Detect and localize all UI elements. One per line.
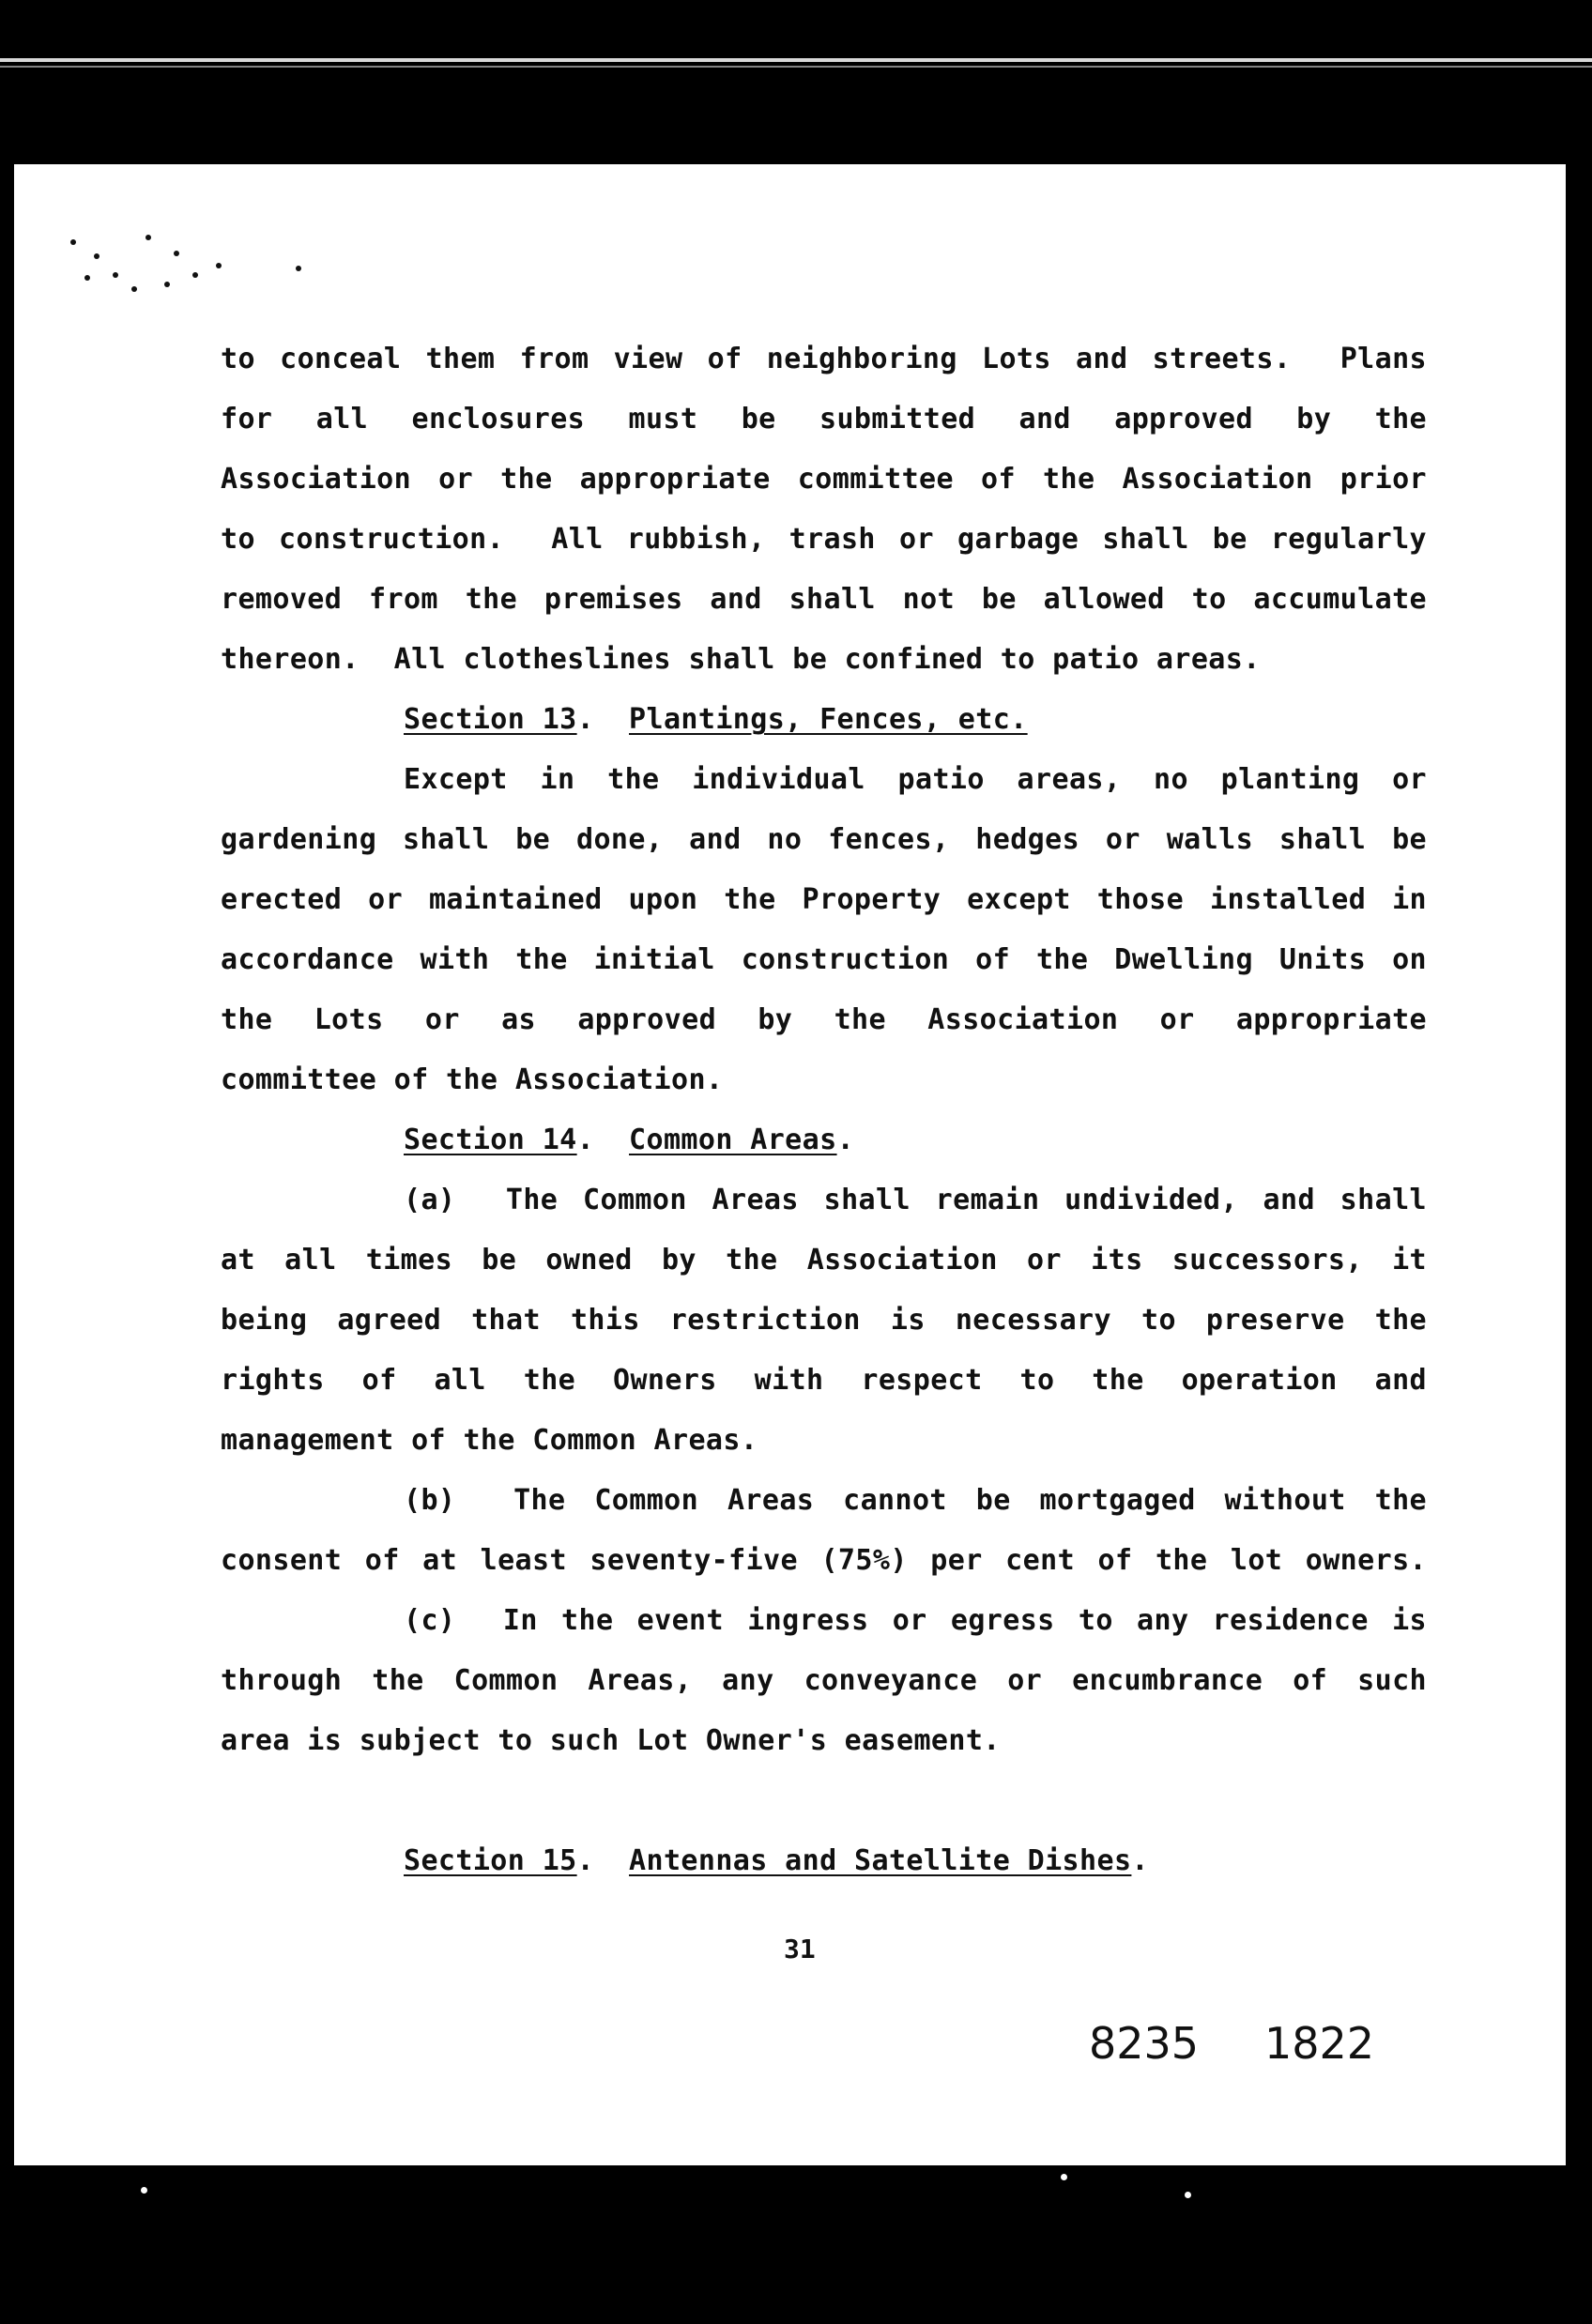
- body-text-line: (b) The Common Areas cannot be mortgaged without the: [404, 1484, 1427, 1517]
- page-number: 31: [784, 1934, 816, 1965]
- body-text-line: committee of the Association.: [221, 1063, 724, 1096]
- section-14-heading: Section 14. Common Areas.: [404, 1124, 855, 1156]
- body-text-line: Except in the individual patio areas, no planting or: [404, 763, 1427, 796]
- body-text-line: accordance with the initial construction of the Dwelling Units on: [221, 943, 1427, 976]
- scan-speck: [174, 251, 179, 256]
- section-title: Antennas and Satellite Dishes: [629, 1844, 1132, 1877]
- body-text-line: management of the Common Areas.: [221, 1424, 758, 1457]
- section-label: Section 15: [404, 1844, 577, 1877]
- body-text-line: erected or maintained upon the Property except those installed in: [221, 883, 1427, 916]
- body-text-line: the Lots or as approved by the Association or appropriate: [221, 1003, 1427, 1036]
- body-text-line: gardening shall be done, and no fences, hedges or walls shall be: [221, 823, 1427, 856]
- document-number: 8235: [1089, 2018, 1200, 2069]
- scan-speck: [164, 282, 170, 287]
- scan-speck: [113, 272, 118, 278]
- body-text-line: for all enclosures must be submitted and approved by the: [221, 403, 1427, 436]
- body-text-line: area is subject to such Lot Owner's easement.: [221, 1724, 1001, 1757]
- section-15-heading: Section 15. Antennas and Satellite Dishes.: [404, 1844, 1149, 1877]
- body-text-line: to conceal them from view of neighboring Lots and streets. Plans: [221, 343, 1427, 375]
- scan-speck: [296, 266, 301, 271]
- document-page: [14, 164, 1566, 2165]
- section-title: Common Areas: [629, 1124, 837, 1156]
- scan-speck: [216, 263, 222, 268]
- body-text-line: being agreed that this restriction is necessary to preserve the: [221, 1304, 1427, 1337]
- body-text-line: thereon. All clotheslines shall be confined to patio areas.: [221, 643, 1261, 676]
- section-label: Section 13: [404, 703, 577, 736]
- body-text-line: Association or the appropriate committee of the Association prior: [221, 463, 1427, 496]
- scan-speck: [1185, 2192, 1191, 2198]
- section-13-heading: Section 13. Plantings, Fences, etc.: [404, 703, 1028, 736]
- scan-speck: [94, 253, 100, 259]
- scan-speck: [1061, 2174, 1067, 2180]
- scan-edge-line: [0, 58, 1592, 62]
- section-title: Plantings, Fences, etc.: [629, 703, 1028, 736]
- section-label: Section 14: [404, 1124, 577, 1156]
- body-text-line: consent of at least seventy-five (75%) per cent of the lot owners.: [221, 1544, 1427, 1577]
- scan-speck: [141, 2187, 147, 2194]
- scan-speck: [131, 286, 137, 292]
- body-text-line: through the Common Areas, any conveyance or encumbrance of such: [221, 1664, 1427, 1697]
- body-text-line: (a) The Common Areas shall remain undivided, and shall: [404, 1184, 1427, 1216]
- body-text-line: (c) In the event ingress or egress to any residence is: [404, 1604, 1427, 1637]
- document-number: 1822: [1264, 2018, 1375, 2069]
- scan-speck: [70, 239, 76, 245]
- scan-speck: [145, 235, 151, 240]
- scan-edge-line: [0, 66, 1592, 68]
- body-text-line: to construction. All rubbish, trash or garbage shall be regularly: [221, 523, 1427, 556]
- body-text-line: rights of all the Owners with respect to the operation and: [221, 1364, 1427, 1397]
- scan-speck: [84, 275, 90, 281]
- body-text-line: removed from the premises and shall not be allowed to accumulate: [221, 583, 1427, 616]
- body-text-line: at all times be owned by the Association or its successors, it: [221, 1244, 1427, 1277]
- scan-speck: [192, 272, 198, 278]
